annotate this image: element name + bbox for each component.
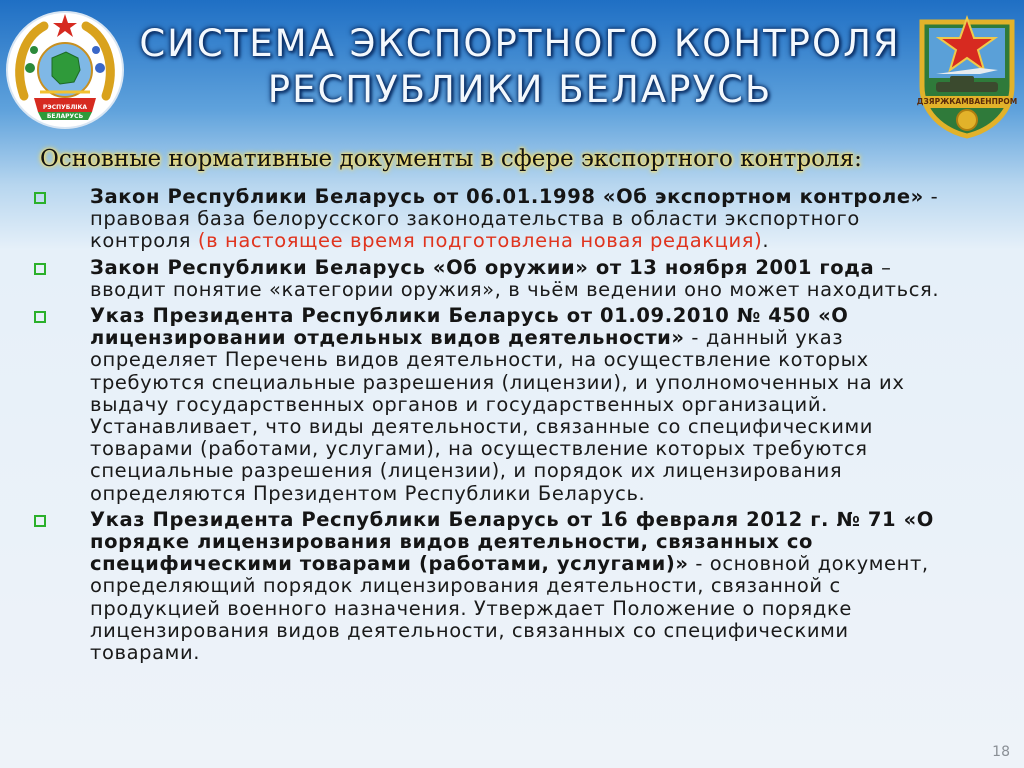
list-item (0, 509, 1024, 664)
square-bullet-icon (34, 311, 46, 323)
document-description: - правовая база белорусского законодательства в области экспортного контроля (90, 185, 939, 253)
list-item (0, 305, 1024, 505)
document-title: Закон Республики Беларусь «Об оружии» от 13 ноября 2001 года (90, 255, 875, 279)
military-unit-badge-icon (914, 8, 1020, 138)
list-item (0, 257, 1024, 301)
slide-title-line-2: РЕСПУБЛИКИ БЕЛАРУСЬ (267, 68, 773, 111)
document-tail: . (762, 229, 770, 253)
document-note: (в настоящее время подготовлена новая редакция) (197, 229, 763, 253)
section-subtitle: Основные нормативные документы в сфере экспортного контроля: (40, 146, 862, 172)
slide-title-line-1: СИСТЕМА ЭКСПОРТНОГО КОНТРОЛЯ (139, 22, 901, 65)
document-description: - данный указ определяет Перечень видов деятельности, на осуществление которых требуются специальные разрешения (лицензии), и уполномоченных на их выдачу государственных органов и государственных организаций. Устанавливает, что виды деятельности, связанные со специфическими товарами (работами, услугами), на осуществление которых требуются специальные разрешения (лицензии), и порядок их лицензирования определяются Президентом Республики Беларусь. (90, 326, 905, 505)
list-item-text (90, 257, 964, 301)
document-title: Указ Президента Республики Беларусь от 16 февраля 2012 г. № 71 «О порядке лицензирования видов деятельности, связанных со специфическими товарами (работами, услугами)» (90, 507, 934, 576)
square-bullet-icon (34, 192, 46, 204)
document-title: Указ Президента Республики Беларусь от 01.09.2010 № 450 «О лицензировании отдельных видов деятельности» (90, 304, 849, 350)
list-item-text (90, 305, 964, 505)
slide-header (0, 0, 1024, 150)
svg-text:ДЗЯРЖКАМВАЕНПРОМ: ДЗЯРЖКАМВАЕНПРОМ (916, 97, 1018, 106)
document-description: – вводит понятие «категории оружия», в чьём ведении оно может находиться. (90, 255, 940, 301)
list-item-text (90, 509, 964, 664)
svg-text:РЭСПУБЛІКА: РЭСПУБЛІКА (42, 104, 88, 111)
belarus-coat-of-arms-icon (4, 8, 126, 132)
list-item-text (90, 186, 964, 253)
badge-ribbon-text (916, 94, 1018, 108)
document-description: - основной документ, определяющий порядок лицензирования деятельности, связанной с продукцией военного назначения. Утверждает Положение о порядке лицензирования видов деятельности, связанных со специфическими товарами. (90, 552, 929, 665)
documents-list (0, 186, 1024, 668)
square-bullet-icon (34, 515, 46, 527)
svg-text:БЕЛАРУСЬ: БЕЛАРУСЬ (46, 113, 84, 120)
slide-page-number: 18 (992, 744, 1010, 760)
document-title: Закон Республики Беларусь от 06.01.1998 «Об экспортном контроле» (90, 185, 924, 208)
square-bullet-icon (34, 263, 46, 275)
list-item (0, 186, 1024, 253)
